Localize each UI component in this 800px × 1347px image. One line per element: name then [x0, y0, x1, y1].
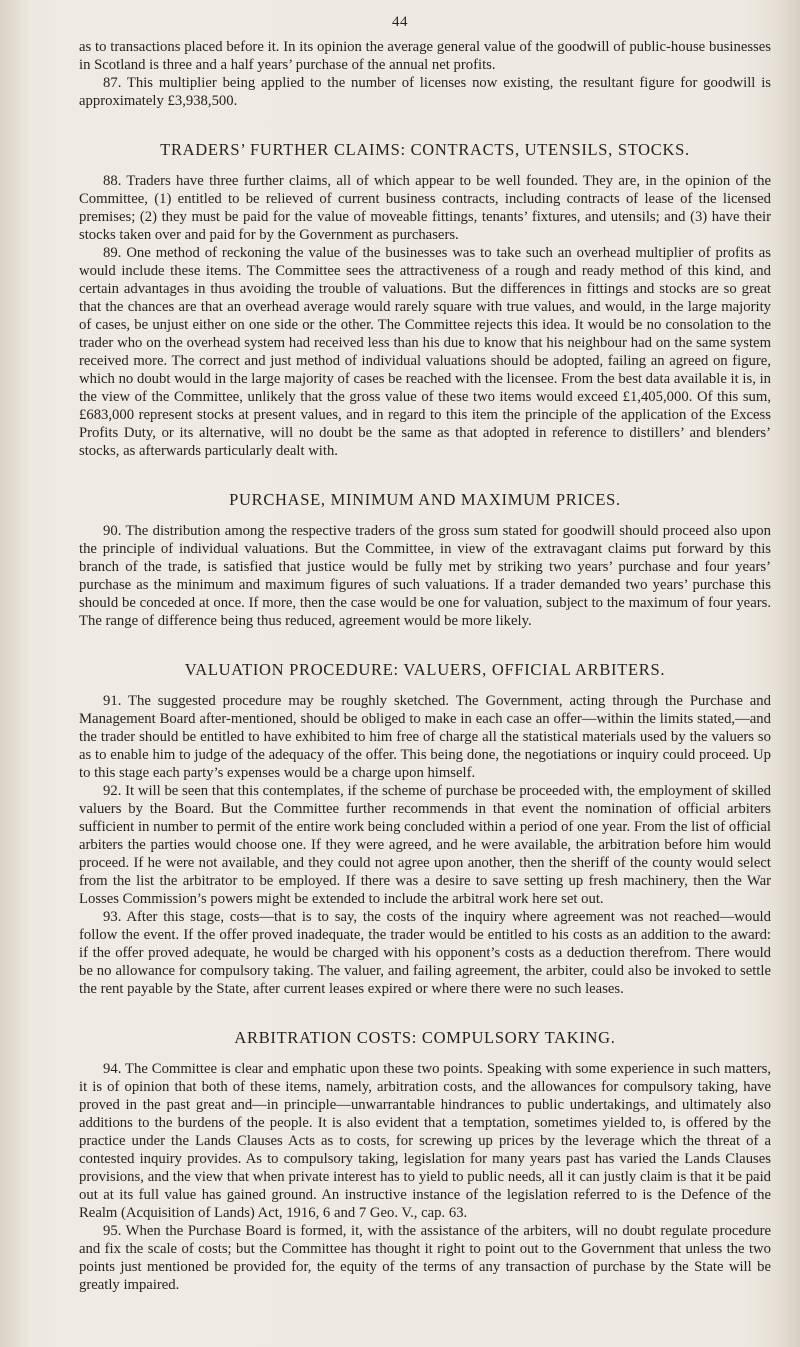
paragraph-89: 89. One method of reckoning the value of the businesses was to take such an overhead multiplier of profits as would include these items. The Committee sees the attractiveness of a rough and ready method of this kind, and certain advantages in thus avoiding the trouble of valuations. But the differences in fittings and stocks are so great that the chances are that an overhead average would rarely square with true values, and would, in the large majority of cases, be unjust either on one side or the other. The Committee rejects this idea. It would be no consolation to the trader who on the overhead system had received less than his due to know that his neighbour had on the same system received more. The correct and just method of individual valuations should be adopted, failing an agreed on figure, which no doubt would in the large majority of cases be reached with the licensee. From the best data available it is, in the view of the Committee, unlikely that the gross value of these two items would exceed £1,405,000. Of this sum, £683,000 represent stocks at present values, and in regard to this item the principle of the application of the Excess Profits Duty, or its alternative, will no doubt be the same as that adopted in reference to distillers’ and blenders’ stocks, as afterwards particularly dealt with. — [79, 245, 771, 459]
section-valuation-procedure — [79, 660, 771, 998]
section-heading-valuation-procedure: VALUATION PROCEDURE: VALUERS, OFFICIAL ARBITERS. — [184, 660, 666, 679]
paragraph-94: 94. The Committee is clear and emphatic upon these two points. Speaking with some experience in such matters, it is of opinion that both of these items, namely, arbitration costs, and the allowances for compulsory taking, have proved in the past great and—in principle—unwarrantable hindrances to public undertakings, and ultimately also additions to the burdens of the people. It is also evident that a temptation, sometimes yielded to, is offered by the practice under the Lands Clauses Acts as to costs, for screwing up prices by the leverage which the threat of a contested inquiry provides. As to compulsory taking, legislation for many years past has varied the Lands Clauses provisions, and the view that when private interest has to yield to public needs, all it can justly claim is that it be paid out at its full value has gained ground. An instructive instance of the legislation referred to is the Defence of the Realm (Acquisition of Lands) Act, 1916, 6 and 7 Geo. V., cap. 63. — [79, 1061, 771, 1221]
section-heading-traders-claims: TRADERS’ FURTHER CLAIMS: CONTRACTS, UTENSILS, STOCKS. — [160, 140, 690, 159]
paragraph-93: 93. After this stage, costs—that is to say, the costs of the inquiry where agreement was not reached—would follow the event. If the offer proved inadequate, the trader would be entitled to his costs as an addition to the award: if the offer proved adequate, he would be charged with his opponent’s costs as a deduction therefrom. There would be no allowance for compulsory taking. The valuer, and failing agreement, the arbiter, could also be invoked to settle the rent payable by the State, after current leases expired or where there were no such leases. — [79, 909, 771, 997]
paragraph-91: 91. The suggested procedure may be roughly sketched. The Government, acting through the Purchase and Management Board after-mentioned, should be obliged to make in each case an offer—within the limits stated,—and the trader should be entitled to have exhibited to him free of charge all the statistical materials used by the valuers so as to enable him to judge of the adequacy of the offer. This being done, the negotiations or inquiry could proceed. Up to this stage each party’s expenses would be a charge upon himself. — [79, 693, 771, 781]
section-heading-arbitration-costs: ARBITRATION COSTS: COMPULSORY TAKING. — [234, 1028, 616, 1047]
section-purchase-prices — [79, 490, 771, 630]
page-body — [79, 38, 771, 1294]
section-intro — [79, 38, 771, 110]
paragraph-90: 90. The distribution among the respective traders of the gross sum stated for goodwill should proceed also upon the principle of individual valuations. But the Committee, in view of the extravagant claims put forward by this branch of the trade, is satisfied that justice would be fully met by striking two years’ purchase and four years’ purchase as the minimum and maximum figures of such valuations. If a trader demanded two years’ purchase this should be conceded at once. If more, then the case would be one for valuation, subject to the maximum of four years. The range of difference being thus reduced, agreement would be more likely. — [79, 523, 771, 629]
section-traders-claims — [79, 140, 771, 460]
paragraph-88: 88. Traders have three further claims, all of which appear to be well founded. They are, in the opinion of the Committee, (1) entitled to be relieved of current business contracts, including contracts of lease of the licensed premises; (2) they must be paid for the value of moveable fittings, tenants’ fixtures, and utensils; and (3) have their stocks taken over and paid for by the Government as purchasers. — [79, 173, 771, 243]
paragraph-92: 92. It will be seen that this contemplates, if the scheme of purchase be proceeded with, the employment of skilled valuers by the Board. But the Committee further recommends in that event the nomination of official arbiters sufficient in number to permit of the entire work being concluded within a period of one year. From the list of official arbiters the parties would choose one. If they were agreed, and he were available, the arbitration before him would proceed. If he were not available, and they could not agree upon another, then the sheriff of the county would select from the list the arbitrator to be employed. If there was a desire to save setting up fresh machinery, then the War Losses Commission’s powers might be extended to include the arbitral work here set out. — [79, 783, 771, 907]
paragraph-continuation: as to transactions placed before it. In its opinion the average general value of the goodwill of public-house businesses in Scotland is three and a half years’ purchase of the annual net profits. — [79, 39, 771, 73]
paragraph-87: 87. This multiplier being applied to the number of licenses now existing, the resultant figure for goodwill is approximately £3,938,500. — [79, 75, 771, 109]
section-arbitration-costs — [79, 1028, 771, 1294]
paragraph-95: 95. When the Purchase Board is formed, it, with the assistance of the arbiters, will no doubt regulate procedure and fix the scale of costs; but the Committee has thought it right to point out to the Government that unless the two points just mentioned be provided for, the equity of the terms of any transaction of purchase by the State will be greatly impaired. — [79, 1223, 771, 1293]
page-number: 44 — [392, 14, 408, 30]
section-heading-purchase-prices: PURCHASE, MINIMUM AND MAXIMUM PRICES. — [229, 490, 621, 509]
